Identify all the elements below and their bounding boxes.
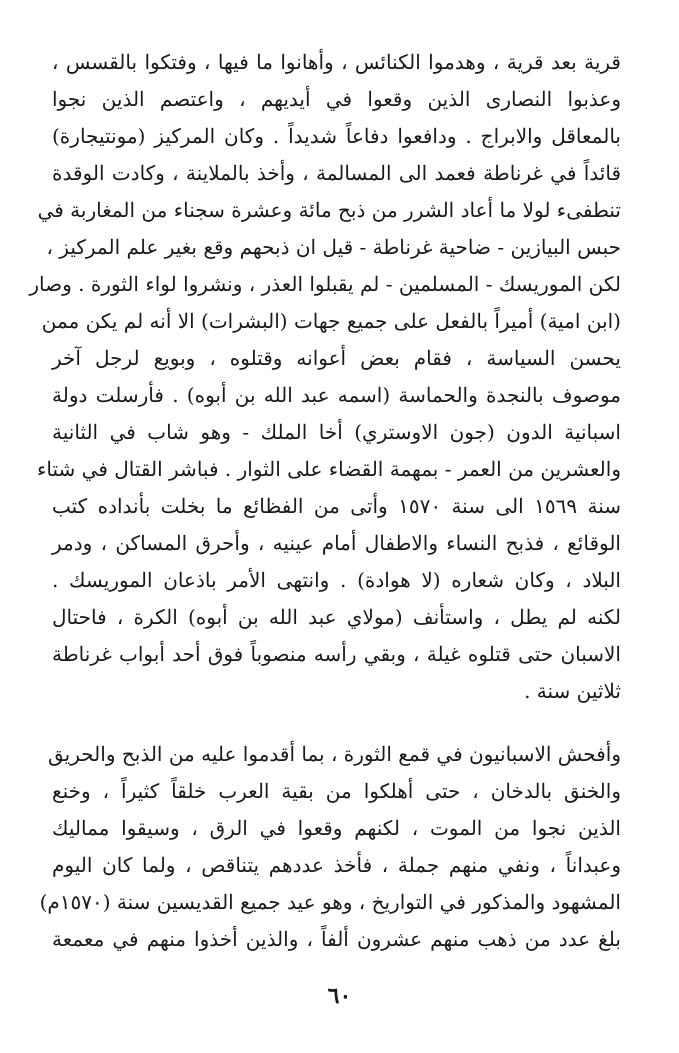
text-line: الذين نجوا من الموت ، لكنهم وقعوا في الرق ، وسيقوا مماليك <box>52 816 621 840</box>
text-line: لكن الموريسك - المسلمين - لم يقبلوا العذر ، ونشروا لواء الثورة . وصار <box>29 272 621 296</box>
text-line: وعبداناً ، ونفي منهم جملة ، فأخذ عددهم يتناقص ، ولما كان اليوم <box>52 853 621 877</box>
text-line: الوقائع ، فذبح النساء والاطفال أمام عينيه ، وأحرق المساكن ، ودمر <box>52 531 621 555</box>
text-line: بالمعاقل والابراج . ودافعوا دفاعاً شديداً . وكان المركيز (مونتيجارة) <box>52 124 621 148</box>
text-line: اسبانية الدون (جون الاوستري) أخا الملك - وهو شاب في الثانية <box>52 420 621 444</box>
text-line: الاسبان حتى قتلوه غيلة ، وبقي رأسه منصوباً فوق أحد أبواب غرناطة <box>52 642 621 666</box>
paragraph-2 <box>39 736 621 958</box>
text-line: موصوف بالنجدة والحماسة (اسمه عبد الله بن أبوه) . فأرسلت دولة <box>52 383 621 407</box>
text-line: يحسن السياسة ، فقام بعض أعوانه وقتلوه ، وبويع لرجل آخر <box>52 346 621 370</box>
text-line: وأفحش الاسبانيون في قمع الثورة ، بما أقدموا عليه من الذبح والحريق <box>47 742 621 766</box>
paragraph-1 <box>29 44 621 710</box>
text-line: وعذبوا النصارى الذين وقعوا في أيديهم ، واعتصم الذين نجوا <box>52 87 621 111</box>
text-line: لكنه لم يطل ، واستأنف (مولاي عبد الله بن أبوه) الكرة ، فاحتال <box>52 605 621 629</box>
text-line: بلغ عدد من ذهب منهم عشرون ألفاً ، والذين أخذوا منهم في معمعة <box>52 927 621 951</box>
text-line: والخنق بالدخان ، حتى أهلكوا من بقية العرب خلقاً كثيراً ، وخنع <box>52 779 621 803</box>
text-line: قرية بعد قرية ، وهدموا الكنائس ، وأهانوا ما فيها ، وفتكوا بالقسس ، <box>52 50 621 74</box>
text-line: (ابن امية) أميراً بالفعل على جميع جهات (البشرات) الا أنه لم يكن ممن <box>41 309 621 333</box>
text-line: البلاد ، وكان شعاره (لا هوادة) . وانتهى الأمر باذعان الموريسك . <box>52 568 621 592</box>
text-line: سنة ١٥٦٩ الى سنة ١٥٧٠ وأتى من الفظائع ما بخلت بأنداده كتب <box>52 494 621 518</box>
text-line: حبس البيازين - ضاحية غرناطة - قيل ان ذبحهم وقع بغير علم المركيز ، <box>46 235 621 259</box>
page-number: ٦٠ <box>327 983 352 1009</box>
text-line: المشهود والمذكور في التواريخ ، وهو عيد جميع القديسين سنة (١٥٧٠م) <box>39 890 621 914</box>
text-line: ثلاثين سنة . <box>524 679 621 703</box>
text-line: تنطفىء لولا ما أعاد الشرر من ذبح مائة وعشرة سجناء من المغاربة في <box>37 198 621 222</box>
text-line: والعشرين من العمر - بمهمة القضاء على الثوار . فباشر القتال في شتاء <box>37 457 621 481</box>
text-line: قائداً في غرناطة فعمد الى المسالمة ، وأخذ بالملاينة ، وكادت الوقدة <box>52 161 621 185</box>
